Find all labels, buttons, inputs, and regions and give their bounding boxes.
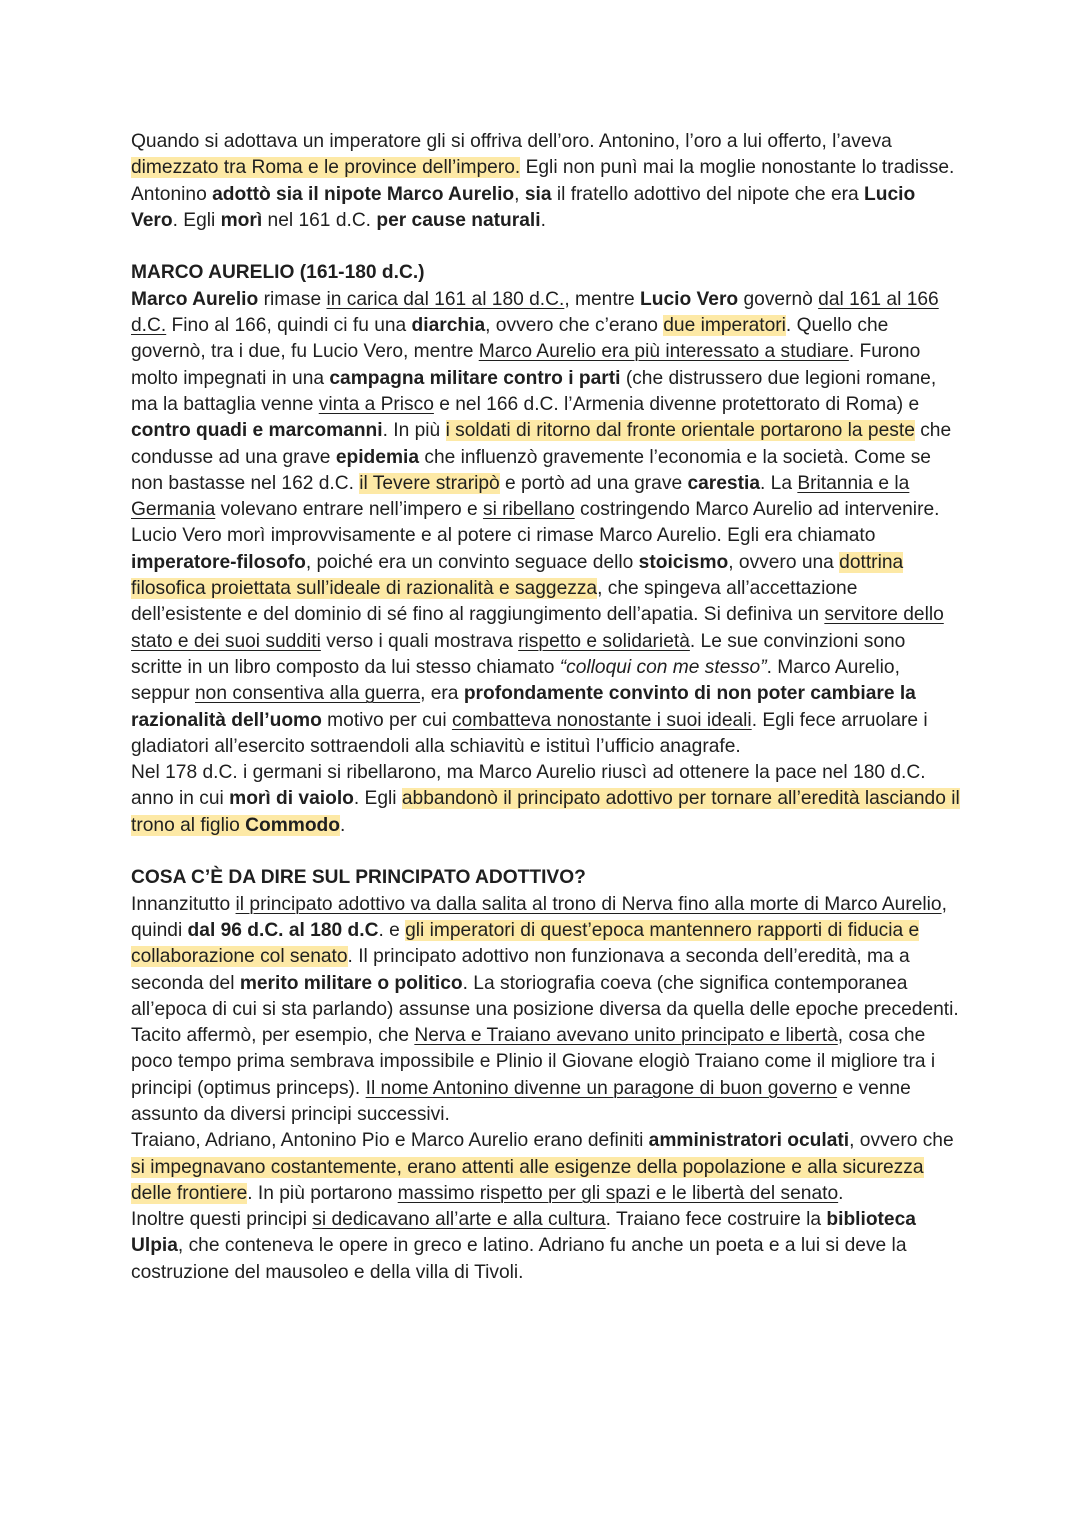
- section-heading: [131, 260, 961, 286]
- bold-text: Lucio Vero: [131, 183, 916, 231]
- bold-text: merito militare o politico: [239, 972, 463, 994]
- text-run: . Le sue convinzioni sono scritte in un libro composto da lui stesso chiamato: [131, 630, 906, 678]
- underlined-text: Nerva e Traiano avevano unito principato e libertà: [414, 1025, 838, 1047]
- bold-text: diarchia: [411, 315, 486, 337]
- body-paragraph: [131, 129, 961, 234]
- underlined-text: massimo rispetto per gli spazi e le libertà del senato: [397, 1182, 839, 1204]
- text-run: volevano entrare nell’impero e: [215, 499, 483, 521]
- bold-text: per cause naturali: [376, 209, 541, 231]
- underlined-text: non consentiva alla guerra: [195, 683, 421, 705]
- underlined-text: combatteva nonostante i suoi ideali: [451, 709, 752, 731]
- text-run: . Egli fece arruolare i gladiatori all’esercito sottraendoli alla schiavitù e istituì l’ufficio anagrafe.: [131, 709, 928, 757]
- text-run: Innanzitutto: [131, 893, 236, 915]
- bold-text: morì di vaiolo: [229, 788, 354, 810]
- underlined-text: dal 161 al 166 d.C.: [131, 288, 939, 337]
- text-run: .: [540, 209, 546, 231]
- text-run: Egli non punì mai la moglie nonostante lo tradisse. Antonino: [131, 157, 955, 205]
- underlined-text: vinta a Prisco: [318, 393, 434, 415]
- text-run: , ovvero una: [728, 551, 840, 573]
- body-paragraph: [131, 760, 961, 839]
- highlighted-text: Commodo: [245, 814, 340, 836]
- text-run: COSA C’È DA DIRE SUL PRINCIPATO ADOTTIVO?: [131, 867, 586, 889]
- underlined-text: Il nome Antonino divenne un paragone di buon governo: [365, 1077, 838, 1099]
- text-run: che influenzò gravemente l’economia e la società. Come se non bastasse nel 162 d.C.: [131, 446, 931, 494]
- text-run: Fino al 166, quindi ci fu una: [166, 315, 412, 337]
- highlighted-text: il Tevere straripò: [359, 472, 500, 494]
- section-heading: [131, 865, 961, 891]
- bold-text: epidemia: [335, 446, 420, 468]
- text-run: Inoltre questi principi: [131, 1209, 313, 1231]
- bold-text: sia: [524, 183, 552, 205]
- underlined-text: si dedicavano all’arte e alla cultura: [312, 1209, 606, 1231]
- highlighted-text: i soldati di ritorno dal fronte orientale portarono la peste: [445, 420, 915, 442]
- text-run: Traiano, Adriano, Antonino Pio e Marco Aurelio erano definiti: [131, 1130, 649, 1152]
- italic-text: “colloqui con me stesso”: [559, 656, 767, 678]
- underlined-text: Britannia e la Germania: [131, 472, 910, 521]
- text-run: . In più: [382, 420, 446, 442]
- text-run: governò: [738, 288, 819, 310]
- highlighted-text: abbandonò il principato adottivo per tornare all’eredità lasciando il trono al figlio: [131, 788, 960, 836]
- text-run: . La: [760, 472, 798, 494]
- text-run: . e: [378, 919, 406, 941]
- body-paragraph: [131, 1128, 961, 1207]
- text-run: . In più portarono: [247, 1182, 398, 1204]
- underlined-text: servitore dello stato e dei suoi sudditi: [131, 604, 944, 652]
- text-run: , era: [420, 683, 464, 705]
- text-run: , cosa che poco tempo prima sembrava impossibile e Plinio il Giovane elogiò Traiano come il migliore tra i principi (optimus princeps).: [131, 1025, 936, 1099]
- text-run: , mentre: [564, 288, 641, 310]
- paragraph-spacer: [131, 234, 961, 260]
- bold-text: profondamente convinto di non poter cambiare la razionalità dell’uomo: [131, 683, 916, 731]
- text-run: , che conteneva le opere in greco e latino. Adriano fu anche un poeta e a lui si deve la costruzione del mausoleo e della villa di Tivoli.: [131, 1235, 907, 1283]
- bold-text: contro quadi e marcomanni: [131, 420, 383, 442]
- bold-text: imperatore-filosofo: [131, 551, 306, 573]
- text-run: il fratello adottivo del nipote che era: [551, 183, 865, 205]
- bold-text: stoicismo: [638, 551, 729, 573]
- text-run: . La storiografia coeva (che significa contemporanea all’epoca di cui si sta parlando) assunse una posizione diversa da quella delle epoche precedenti. Tacito affermò, per esempio, che: [131, 972, 959, 1047]
- highlighted-text: dottrina filosofica proiettata sull’ideale di razionalità e saggezza: [131, 551, 904, 600]
- text-run: e nel 166 d.C. l’Armenia divenne protettorato di Roma) e: [433, 393, 920, 415]
- bold-text: morì: [220, 209, 263, 231]
- text-run: , quindi: [131, 893, 947, 941]
- text-run: nel 161 d.C.: [262, 209, 377, 231]
- document-page: [131, 129, 961, 1286]
- bold-text: campagna militare contro i parti: [329, 367, 621, 389]
- bold-text: amministratori oculati: [648, 1130, 850, 1152]
- text-run: che condusse ad una grave: [131, 420, 952, 468]
- text-run: . Traiano fece costruire la: [605, 1209, 827, 1231]
- text-run: costringendo Marco Aurelio ad intervenire. Lucio Vero morì improvvisamente e al potere ci rimase Marco Aurelio. Egli era chiamato: [131, 499, 940, 547]
- text-run: rimase: [258, 288, 327, 310]
- text-run: , che spingeva all’accettazione dell’esistente e del dominio di sé fino al raggiungimento dell’apatia. Si definiva un: [131, 578, 858, 626]
- text-run: . Furono molto impegnati in una: [131, 341, 921, 389]
- text-run: verso i quali mostrava: [320, 630, 519, 652]
- text-run: .: [340, 814, 346, 836]
- text-run: Quando si adottava un imperatore gli si offriva dell’oro. Antonino, l’oro a lui offerto, l’aveva: [131, 131, 892, 152]
- highlighted-text: si impegnavano costantemente, erano attenti alle esigenze della popolazione e alla sicurezza delle frontiere: [131, 1156, 924, 1204]
- text-run: , ovvero che: [849, 1130, 954, 1152]
- text-run: Nel 178 d.C. i germani si ribellarono, ma Marco Aurelio riuscì ad ottenere la pace nel 180 d.C. anno in cui: [131, 762, 926, 810]
- text-run: e portò ad una grave: [499, 472, 688, 494]
- text-run: motivo per cui: [321, 709, 452, 731]
- text-run: .: [838, 1182, 844, 1204]
- bold-text: adottò sia il nipote Marco Aurelio: [212, 183, 515, 205]
- text-run: e venne assunto da diversi principi successivi.: [131, 1077, 911, 1125]
- bold-text: biblioteca Ulpia: [131, 1209, 916, 1257]
- bold-text: Lucio Vero: [640, 288, 739, 310]
- text-run: . Egli: [353, 788, 402, 810]
- body-paragraph: [131, 892, 961, 1129]
- text-run: . Quello che governò, tra i due, fu Lucio Vero, mentre: [131, 315, 889, 363]
- bold-text: Marco Aurelio: [131, 288, 259, 310]
- text-run: , poiché era un convinto seguace dello: [305, 551, 639, 573]
- underlined-text: il principato adottivo va dalla salita al trono di Nerva fino alla morte di Marco Aurelio: [235, 893, 942, 915]
- highlighted-text: due imperatori: [663, 315, 786, 337]
- body-paragraph: [131, 287, 961, 760]
- text-run: ,: [514, 183, 525, 205]
- text-run: MARCO AURELIO (161-180 d.C.): [131, 262, 425, 284]
- text-run: , ovvero che c’erano: [485, 315, 664, 337]
- text-run: (che distrussero due legioni romane, ma la battaglia venne: [131, 367, 937, 415]
- underlined-text: si ribellano: [482, 499, 575, 521]
- body-paragraph: [131, 1207, 961, 1286]
- bold-text: carestia: [687, 472, 760, 494]
- highlighted-text: dimezzato tra Roma e le province dell’impero.: [131, 157, 521, 179]
- underlined-text: rispetto e solidarietà: [518, 630, 690, 652]
- bold-text: dal 96 d.C. al 180 d.C: [187, 919, 379, 941]
- text-run: . Marco Aurelio, seppur: [131, 656, 900, 705]
- underlined-text: Marco Aurelio era più interessato a studiare: [478, 341, 849, 363]
- paragraph-spacer: [131, 839, 961, 865]
- highlighted-text: gli imperatori di quest’epoca mantennero rapporti di fiducia e collaborazione col senato: [131, 919, 920, 968]
- text-run: . Egli: [172, 209, 221, 231]
- underlined-text: in carica dal 161 al 180 d.C.: [326, 288, 565, 310]
- text-run: . Il principato adottivo non funzionava a seconda dell’eredità, ma a seconda del: [131, 946, 910, 994]
